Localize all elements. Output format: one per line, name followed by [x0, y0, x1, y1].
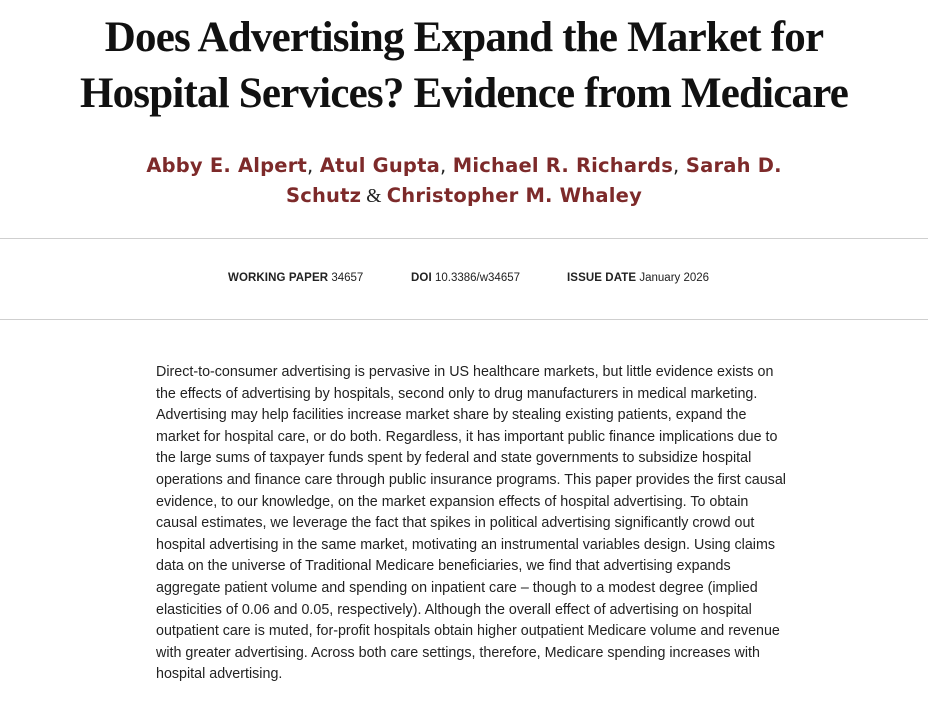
author-ampersand: &	[361, 186, 387, 207]
author-link[interactable]: Abby E. Alpert	[146, 154, 308, 177]
issue-date-value: January 2026	[639, 272, 710, 284]
abstract-text: Direct-to-consumer advertising is pervasive in US healthcare markets, but little evidence exists on the effects of advertising by hospitals, second only to drug manufacturers in medical marketing. Advertising may help facilities increase market share by stealing existing patients, expand the market for hospital care, or do both. Regardless, it has important public finance implications due to the large sums of taxpayer funds spent by federal and state governments to subsidize hospital operations and finance care through public insurance programs. This paper provides the first causal evidence, to our knowledge, on the market expansion effects of hospital advertising. To obtain causal estimates, we leverage the fact that spikes in political advertising significantly crowd out hospital advertising in the same market, motivating an instrumental variables design. Using claims data on the universe of Traditional Medicare beneficiaries, we find that advertising expands aggregate patient volume and spending on inpatient care – though to a modest degree (implied elasticities of 0.06 and 0.05, respectively). Although the overall effect of advertising on hospital outpatient care is muted, for-profit hospitals obtain higher outpatient Medicare volume and revenue with greater advertising. Across both care settings, therefore, Medicare spending increases with hospital advertising.	[156, 364, 786, 683]
author-separator: ,	[673, 154, 686, 177]
working-paper-label: WORKING PAPER	[228, 272, 329, 284]
working-paper-number	[228, 270, 363, 286]
author-link[interactable]: Christopher M. Whaley	[386, 184, 643, 207]
paper-title	[0, 10, 928, 122]
author-link[interactable]: Michael R. Richards	[452, 154, 674, 177]
divider-bottom	[0, 319, 928, 320]
doi-value[interactable]: 10.3386/w34657	[434, 272, 521, 284]
author-link[interactable]: Sarah D. Schutz	[285, 154, 782, 207]
author-link[interactable]: Atul Gupta	[319, 154, 440, 177]
author-separator: ,	[307, 154, 320, 177]
paper-title-line-1: Does Advertising Expand the Market for	[104, 14, 824, 61]
paper-title-line-2: Hospital Services? Evidence from Medicare	[79, 70, 849, 117]
doi	[411, 270, 520, 286]
issue-date	[567, 270, 709, 286]
issue-date-label: ISSUE DATE	[567, 272, 637, 284]
doi-label: DOI	[411, 272, 432, 284]
divider-top	[0, 238, 928, 239]
author-list	[140, 151, 788, 212]
working-paper-value: 34657	[331, 272, 364, 284]
author-separator: ,	[439, 154, 453, 177]
